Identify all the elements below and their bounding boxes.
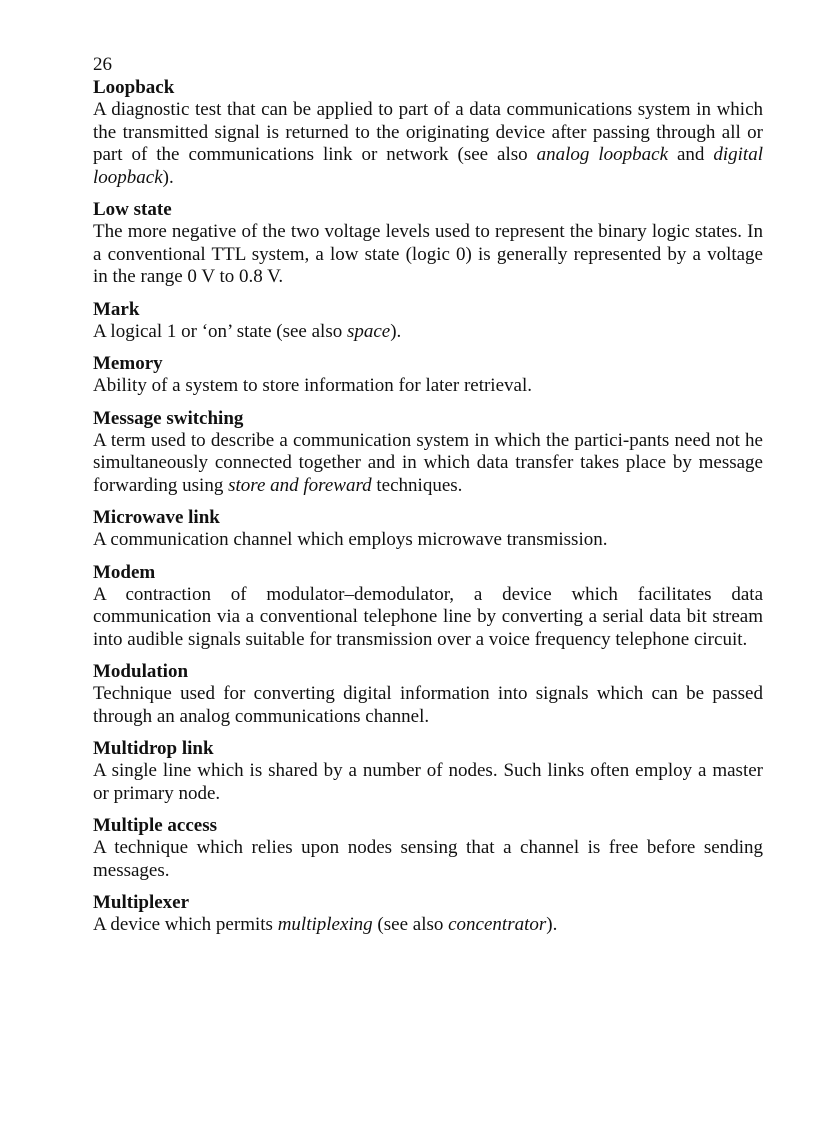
entry-definition	[93, 321, 763, 344]
glossary-entries	[93, 77, 763, 937]
definition-text: A diagnostic test that can be applied to part of a data communications system in which the transmitted signal is returned to the originating device after passing through all or part of the communications link or network (see also	[93, 99, 763, 165]
entry-term: Microwave link	[93, 507, 220, 528]
glossary-entry	[93, 562, 763, 652]
definition-text: A logical 1 or ‘on’ state (see also	[93, 320, 347, 342]
definition-text: A device which permits	[93, 914, 278, 935]
entry-term: Modulation	[93, 661, 189, 682]
definition-text: A term used to describe a communication system in which the partici-pants need not he simultaneously connected together and in which data transfer takes place by message forwarding using	[93, 429, 763, 496]
entry-definition	[93, 221, 763, 289]
glossary-entry	[93, 892, 763, 937]
definition-text: Ability of a system to store information for later retrieval.	[93, 375, 532, 396]
glossary-entry	[93, 661, 763, 728]
entry-term: Multiplexer	[93, 892, 190, 913]
entry-term: Multidrop link	[93, 738, 214, 759]
entry-definition	[93, 99, 763, 189]
glossary-entry	[93, 408, 763, 498]
entry-term: Mark	[93, 298, 140, 320]
definition-text: Technique used for converting digital information into signals which can be passed through an analog communications channel.	[93, 683, 763, 727]
definition-text: (see also	[372, 914, 449, 935]
entry-definition	[93, 760, 763, 805]
glossary-entry	[93, 738, 763, 805]
entry-definition	[93, 529, 763, 552]
glossary-entry	[93, 353, 763, 398]
definition-text: ).	[162, 166, 174, 188]
definition-text: A technique which relies upon nodes sensing that a channel is free before sending messages.	[93, 837, 763, 881]
glossary-entry	[93, 299, 763, 344]
definition-text: and	[668, 144, 714, 165]
glossary-entry	[93, 507, 763, 552]
definition-text: A single line which is shared by a number of nodes. Such links often employ a master or primary node.	[93, 760, 763, 804]
entry-term: Memory	[93, 353, 163, 374]
entry-term: Modem	[93, 561, 156, 583]
definition-text: A contraction of modulator–demodulator, a device which facilitates data communication via a conventional telephone line by converting a serial data bit stream into audible signals suitable for transmission over a voice frequency telephone circuit.	[93, 583, 763, 650]
definition-text: techniques.	[371, 474, 463, 496]
entry-definition	[93, 683, 763, 728]
definition-text: The more negative of the two voltage levels used to represent the binary logic states. In a conventional TTL system, a low state (logic 0) is generally represented by a voltage in the range 0 V to 0.8 V.	[93, 221, 763, 287]
entry-definition	[93, 430, 763, 498]
entry-definition	[93, 837, 763, 882]
entry-definition	[93, 584, 763, 652]
glossary-page	[93, 53, 763, 937]
definition-text: ).	[390, 320, 402, 342]
glossary-entry	[93, 77, 763, 189]
definition-text: ).	[546, 914, 558, 935]
entry-term: Loopback	[93, 77, 175, 98]
entry-term: Low state	[93, 199, 172, 220]
cross-reference: analog loopback	[536, 144, 669, 165]
entry-term: Multiple access	[93, 815, 218, 836]
entry-definition	[93, 914, 763, 937]
cross-reference: store and foreward	[228, 474, 372, 496]
cross-reference: space	[346, 320, 391, 342]
glossary-entry	[93, 199, 763, 289]
cross-reference: digital loopback	[93, 144, 763, 188]
cross-reference: multiplexing	[277, 914, 373, 935]
definition-text: A communication channel which employs microwave transmission.	[93, 529, 608, 550]
page-number: 26	[93, 54, 112, 75]
cross-reference: concentrator	[448, 914, 547, 935]
entry-term: Message switching	[93, 407, 244, 429]
glossary-entry	[93, 815, 763, 882]
entry-definition	[93, 375, 763, 398]
